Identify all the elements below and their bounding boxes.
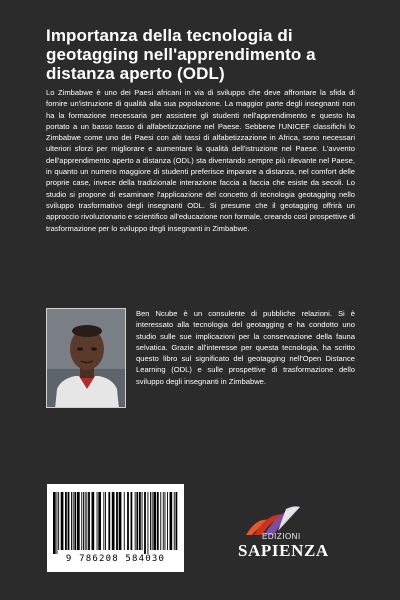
barcode-bar [174, 492, 175, 550]
barcode-bar [144, 492, 146, 554]
barcode-bar [165, 492, 166, 550]
barcode-bar [103, 492, 104, 550]
barcode-icon [53, 492, 178, 554]
barcode-bar [98, 492, 101, 550]
barcode-bar [124, 492, 125, 550]
barcode-bar [85, 492, 86, 550]
barcode-bar [57, 492, 58, 554]
publisher-name-small: EDIZIONI [262, 532, 301, 541]
barcode-bar [152, 492, 153, 550]
barcode-bar [167, 492, 168, 550]
barcode-bar [58, 492, 59, 550]
barcode-bar [65, 492, 67, 550]
barcode-bar [73, 492, 74, 550]
barcode-bar [142, 492, 143, 550]
barcode-bar [92, 492, 95, 550]
barcode-bar [83, 492, 84, 550]
isbn-barcode [47, 484, 184, 572]
barcode-bar [116, 492, 118, 550]
barcode-bar [160, 492, 161, 550]
author-portrait-icon [47, 309, 126, 408]
publisher-logo [238, 505, 338, 575]
barcode-bar [68, 492, 70, 550]
barcode-bar [88, 492, 90, 550]
barcode-bar [97, 492, 98, 550]
barcode-bar [53, 492, 56, 554]
barcode-bar [86, 492, 87, 550]
barcode-bar [74, 492, 76, 550]
barcode-bar [135, 492, 136, 550]
barcode-bar [148, 492, 149, 554]
barcode-bar [136, 492, 138, 550]
isbn-number: 9 786208 584030 [65, 554, 166, 564]
barcode-bar [81, 492, 82, 550]
author-photo [46, 308, 126, 408]
barcode-bar [127, 492, 129, 550]
book-description: Lo Zimbabwe è uno dei Paesi africani in via di sviluppo che deve affrontare la sfida di fornire un'istruzione di qualità alla sua popolazione. La maggior parte degli insegnanti non ha la formazione necessaria per assistere gli studenti nell'apprendimento e questo ha portato a un basso tasso di alfabetizzazione nel Paese. Sebbene l'UNICEF classifichi lo Zimbabwe come uno dei Paesi con alti tassi di alfabetizzazione in Africa, sono necessari ulteriori sforzi per migliorare e aumentare la qualità dell'istruzione nel Paese. L'avvento dell'apprendimento aperto a distanza (ODL) sta diventando sempre più rilevante nel Paese, in quanto un numero maggiore di studenti preferisce imparare a distanza, nel comfort delle proprie case, invece della tradizionale interazione faccia a faccia che esiste da secoli. Lo studio si propone di esaminare l'applicazione del concetto di tecnologia geotagging nello sviluppo trasformativo degli insegnanti ODL. Si presume che il geotagging offrirà un approccio rivoluzionario e scientifico all'educazione non formale, creando così prospettive di trasformazione per lo sviluppo degli insegnanti in Zimbabwe. [46, 88, 355, 233]
barcode-bar [170, 492, 173, 550]
author-biography: Ben Ncube è un consulente di pubbliche relazioni. Si è interessato alla tecnologia del geotagging e ha condotto uno studio sulle sue implicazioni per la conservazione della fauna selvatica. Grazie all'interesse per questa tecnologia, ha scritto questo libro sul significato del geotagging nell'Open Distance Learning (ODL) e sulle prospettive di trasformazione dello sviluppo degli insegnanti in Zimbabwe. [136, 309, 355, 386]
barcode-bar [119, 492, 122, 550]
barcode-bar [131, 492, 133, 550]
barcode-bar [163, 492, 164, 550]
book-title: Importanza della tecnologia di geotagging nell'apprendimento a distanza aperto (ODL) [46, 26, 316, 83]
barcode-bar [157, 492, 159, 550]
barcode-bar [71, 492, 72, 550]
publisher-name: SAPIENZA [238, 541, 329, 560]
barcode-bar [108, 492, 110, 550]
barcode-bar [112, 492, 115, 550]
barcode-bar [150, 492, 151, 550]
barcode-bar [61, 492, 64, 550]
barcode-bar [153, 492, 156, 550]
barcode-bar [176, 492, 178, 550]
barcode-bar [105, 492, 106, 550]
barcode-bar [139, 492, 141, 550]
barcode-bar [77, 492, 80, 550]
